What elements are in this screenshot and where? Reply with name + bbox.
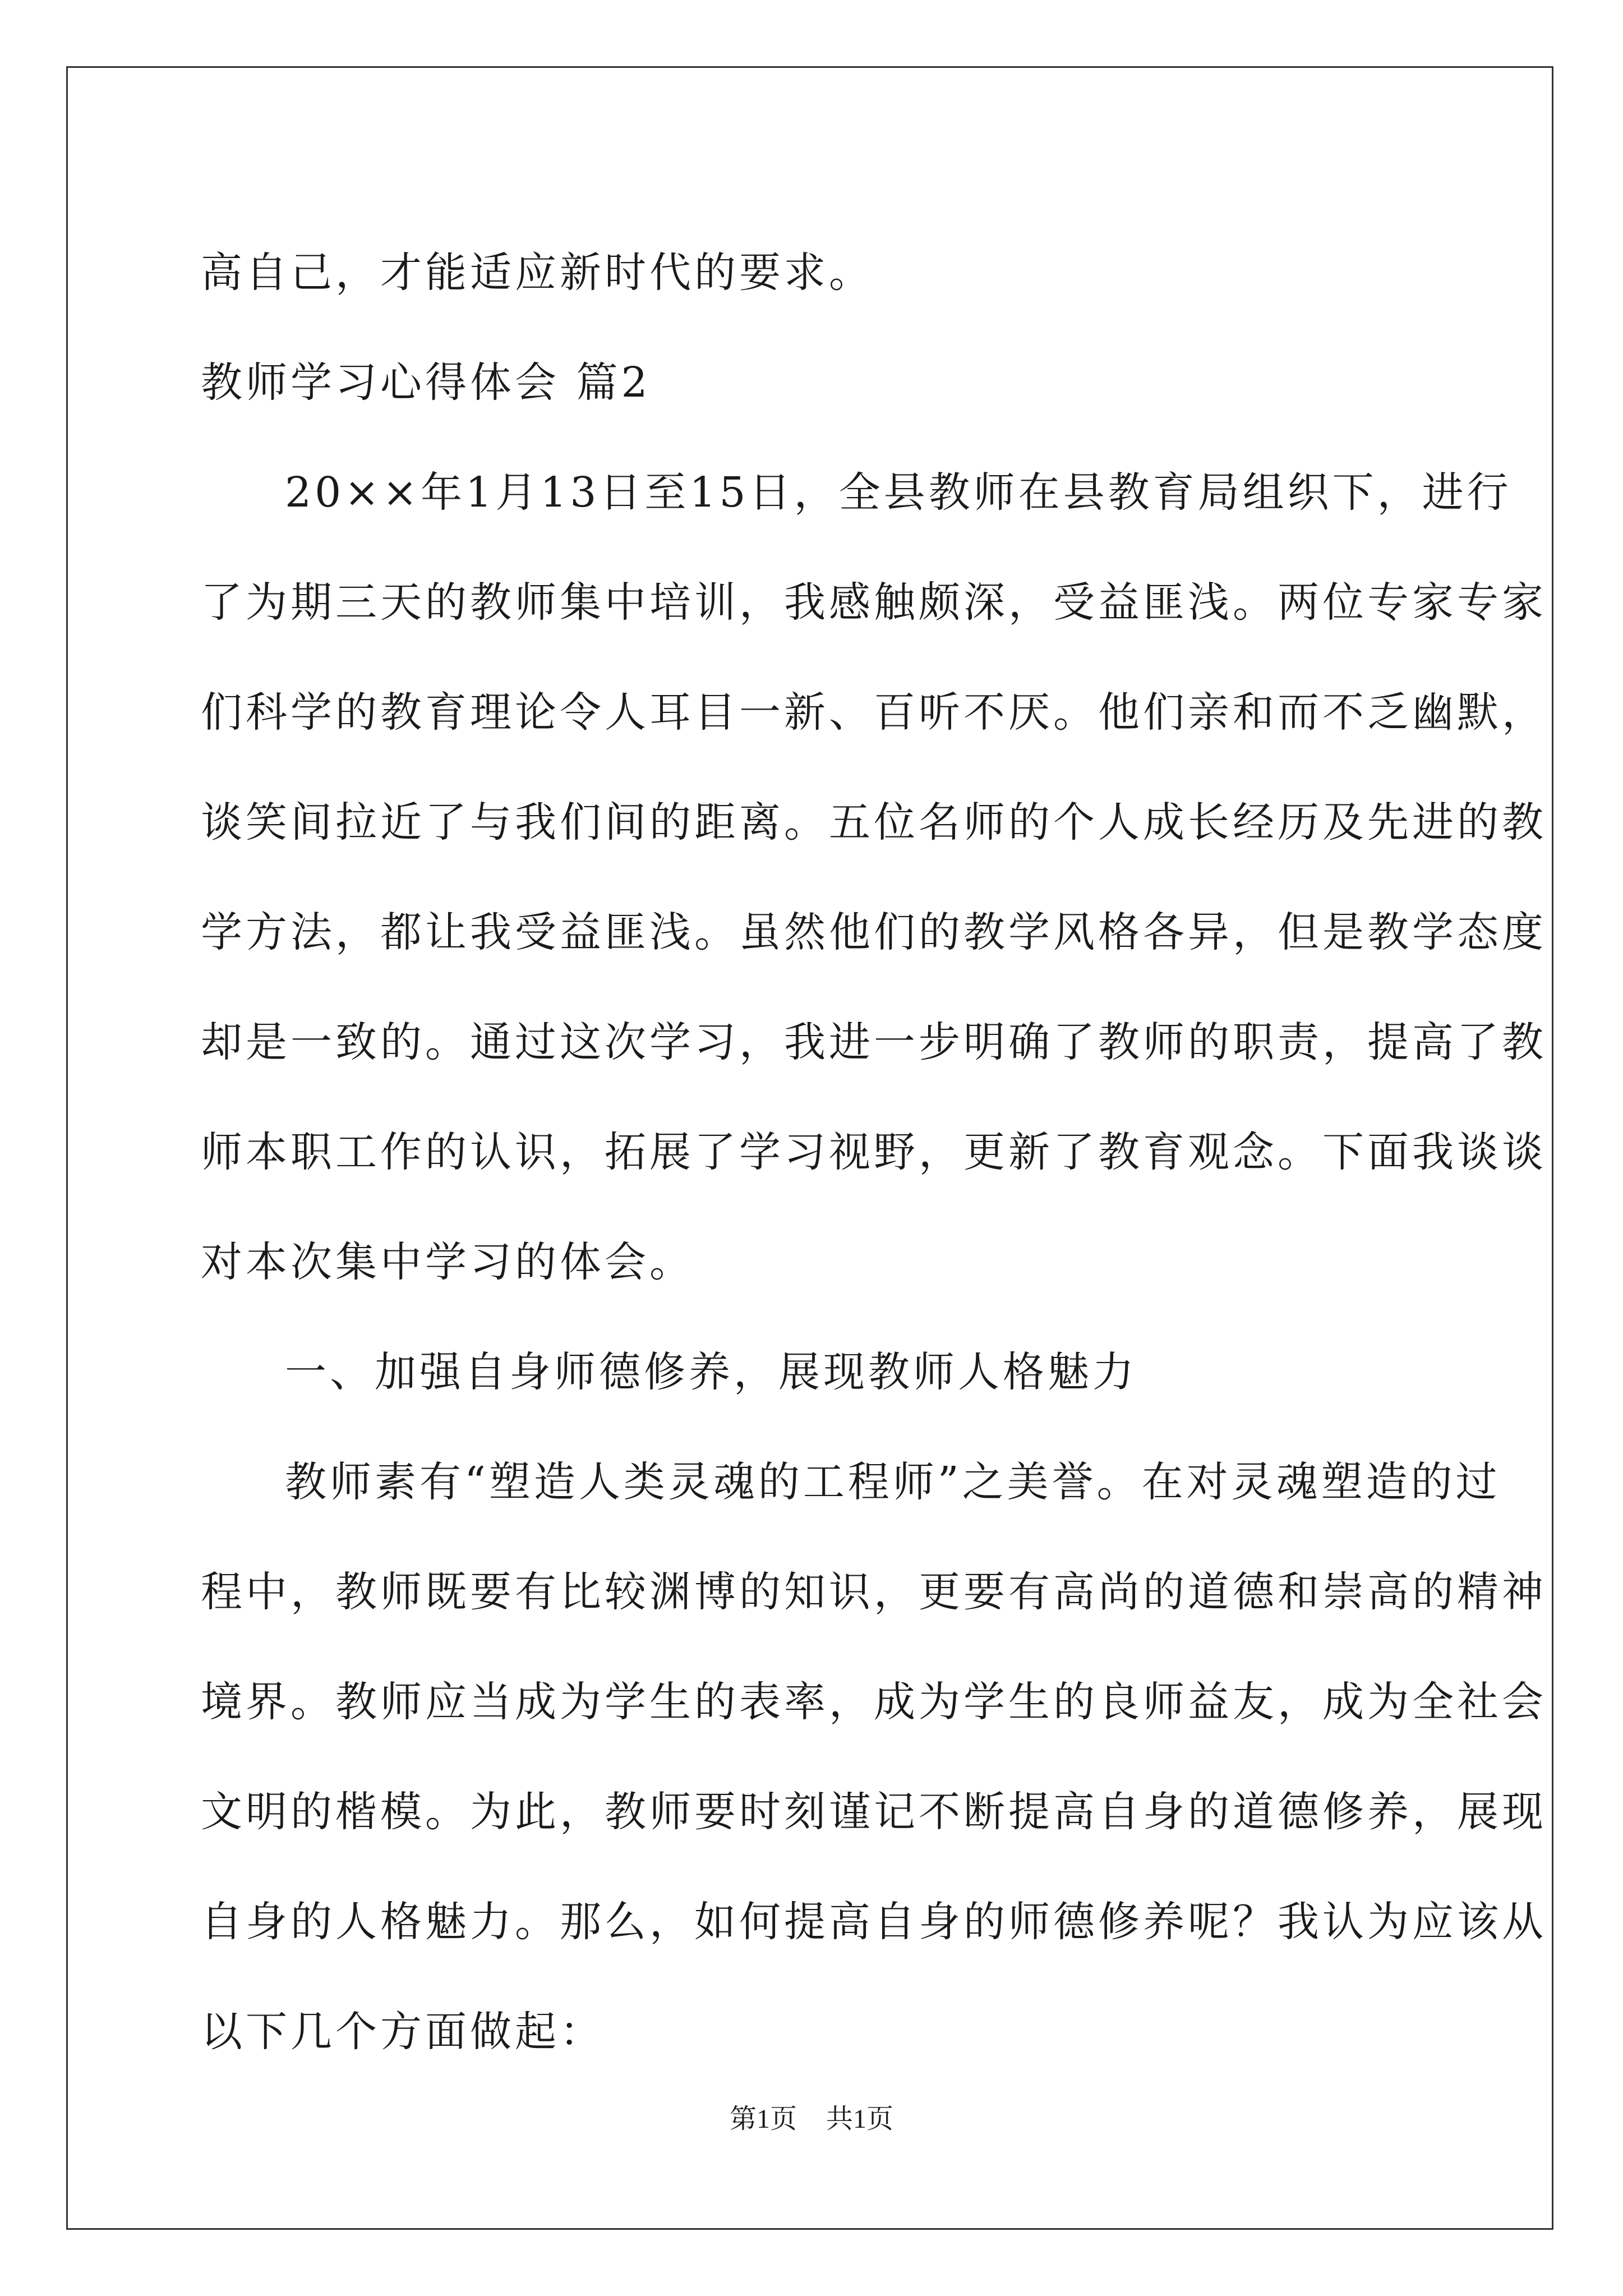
page-number: 第1页 — [729, 2104, 797, 2134]
subsection-heading: 一、加强自身师德修养，展现教师人格魅力 — [285, 1348, 1137, 1396]
text-line: 们科学的教育理论令人耳目一新、百听不厌。他们亲和而不乏幽默， — [201, 688, 1547, 737]
page-total: 共1页 — [826, 2104, 894, 2134]
text-line: 20××年1月13日至15日，全县教师在县教育局组织下，进行 — [285, 468, 1512, 517]
text-line: 高自己，才能适应新时代的要求。 — [201, 249, 874, 297]
section-heading: 教师学习心得体会 篇2 — [201, 358, 651, 407]
text-line: 教师素有“塑造人类灵魂的工程师”之美誉。在对灵魂塑造的过 — [285, 1458, 1501, 1506]
text-line: 谈笑间拉近了与我们间的距离。五位名师的个人成长经历及先进的教 — [201, 798, 1547, 846]
document-body — [201, 218, 1547, 2087]
text-line: 文明的楷模。为此，教师要时刻谨记不断提高自身的道德修养，展现 — [201, 1788, 1547, 1836]
text-line: 对本次集中学习的体会。 — [201, 1238, 694, 1286]
text-line: 自身的人格魅力。那么，如何提高自身的师德修养呢？我认为应该从 — [201, 1898, 1547, 1946]
text-line: 以下几个方面做起： — [201, 2008, 605, 2056]
page-footer — [0, 2097, 1623, 2136]
text-line: 师本职工作的认识，拓展了学习视野，更新了教育观念。下面我谈谈 — [201, 1128, 1547, 1176]
text-line: 了为期三天的教师集中培训，我感触颇深，受益匪浅。两位专家专家 — [201, 578, 1547, 627]
text-line: 却是一致的。通过这次学习，我进一步明确了教师的职责，提高了教 — [201, 1018, 1547, 1066]
text-line: 境界。教师应当成为学生的表率，成为学生的良师益友，成为全社会 — [201, 1678, 1547, 1726]
text-line: 程中，教师既要有比较渊博的知识，更要有高尚的道德和崇高的精神 — [201, 1568, 1547, 1616]
text-line: 学方法，都让我受益匪浅。虽然他们的教学风格各异，但是教学态度 — [201, 908, 1547, 956]
